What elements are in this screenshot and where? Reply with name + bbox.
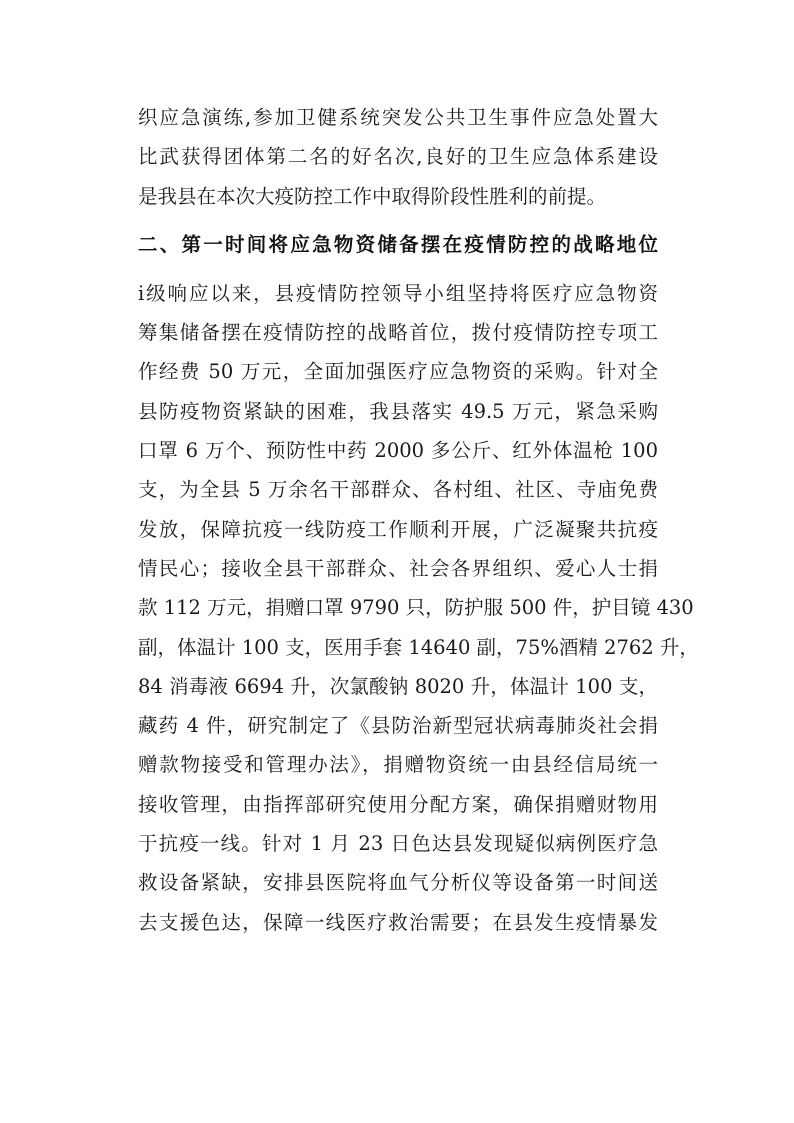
text-line: 84 消毒液 6694 升，次氯酸钠 8020 升，体温计 100 支， [138, 674, 658, 698]
text-line: 款 112 万元，捐赠口罩 9790 只，防护服 500 件，护目镜 430 [138, 596, 694, 620]
text-line: 是我县在本次大疫防控工作中取得阶段性胜利的前提。 [138, 184, 607, 208]
text-line: 县防疫物资紧缺的困难，我县落实 49.5 万元，紧急采购 [138, 399, 658, 423]
text-line: 救设备紧缺，安排县医院将血气分析仪等设备第一时间送 [138, 871, 658, 895]
text-line: 织应急演练,参加卫健系统突发公共卫生事件应急处置大 [138, 106, 658, 129]
text-line: 接收管理，由指挥部研究使用分配方案，确保捐赠财物用 [138, 792, 658, 816]
text-line: 比武获得团体第二名的好名次,良好的卫生应急体系建设 [138, 145, 658, 169]
text-line: ⅰ级响应以来，县疫情防控领导小组坚持将医疗应急物资 [138, 281, 658, 305]
section-heading: 二、第一时间将应急物资储备摆在疫情防控的战略地位 [138, 232, 658, 256]
text-line: 情民心；接收全县干部群众、社会各界组织、爱心人士捐 [138, 556, 658, 580]
text-line: 副，体温计 100 支，医用手套 14640 副，75%酒精 2762 升， [138, 635, 699, 659]
text-line: 发放，保障抗疫一线防疫工作顺利开展，广泛凝聚共抗疫 [138, 517, 658, 541]
paragraph-emergency-drill [138, 98, 658, 216]
text-line: 口罩 6 万个、预防性中药 2000 多公斤、红外体温枪 100 [138, 439, 658, 463]
text-line: 去支援色达，保障一线医疗救治需要；在县发生疫情暴发 [138, 910, 658, 934]
document-body [138, 98, 699, 942]
text-line: 赠款物接受和管理办法》，捐赠物资统一由县经信局统一 [138, 753, 658, 777]
text-line: 支，为全县 5 万余名干部群众、各村组、社区、寺庙免费 [138, 478, 658, 502]
text-line: 于抗疫一线。针对 1 月 23 日色达县发现疑似病例医疗急 [138, 832, 658, 856]
section-heading-block [138, 216, 658, 274]
text-line: 藏药 4 件，研究制定了《县防治新型冠状病毒肺炎社会捐 [138, 714, 658, 738]
paragraph-emergency-supplies [138, 274, 699, 942]
text-line: 作经费 50 万元，全面加强医疗应急物资的采购。针对全 [138, 360, 658, 384]
text-line: 筹集储备摆在疫情防控的战略首位，拨付疫情防控专项工 [138, 321, 658, 345]
